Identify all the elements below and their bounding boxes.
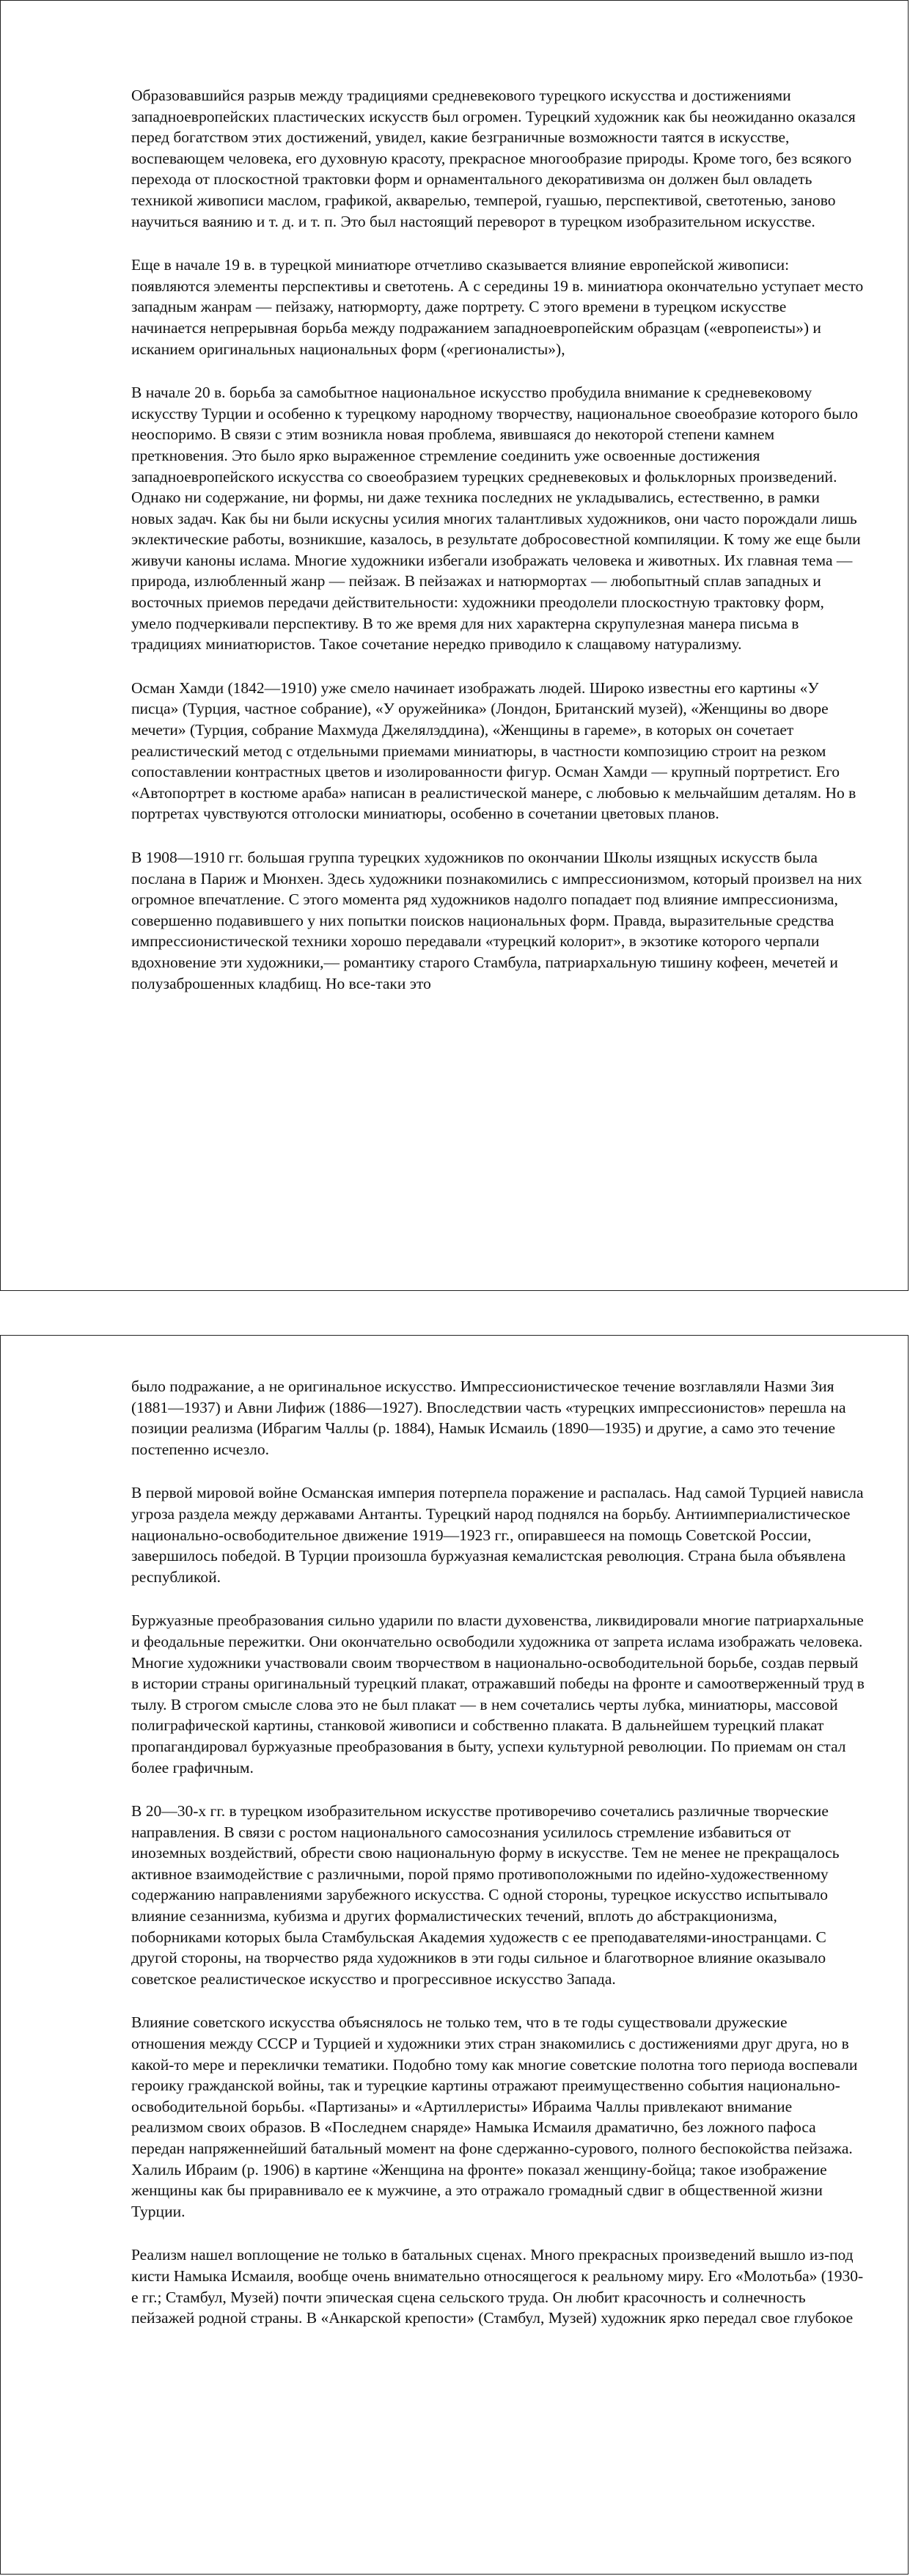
paragraph-4: Осман Хамди (1842—1910) уже смело начинает изображать людей. Широко известны его картины «У писца» (Турция, частное собрание), «У оружейника» (Лондон, Британский музей), «Женщины во дворе мечети» (Турция, собрание Махмуда Джелялэддина), «Женщины в гареме», в которых он сочетает реалистический метод с отдельными приемами миниатюры, в частности композицию строит на резком сопоставлении контрастных цветов и изолированности фигур. Осман Хамди — крупный портретист. Его «Автопортрет в костюме араба» написан в реалистической манере, с любовью к мельчайшим деталям. Но в портретах чувствуются отголоски миниатюры, особенно в сочетании цветовых планов.	[131, 678, 856, 823]
paragraph-5: В 1908—1910 гг. большая группа турецких художников по окончании Школы изящных искусств была послана в Париж и Мюнхен. Здесь художники познакомились с импрессионизмом, который произвел на них огромное впечатление. С этого момента ряд художников надолго попадает под влияние импрессионизма, совершенно подавившего у них попытки поисков национальных форм. Правда, выразительные средства импрессионистической техники хорошо передавали «турецкий колорит», в экзотике которого черпали вдохновение эти художники,— романтику старого Стамбула, патриархальную тишину кофеен, мечетей и полузаброшенных кладбищ. Но все-таки это	[131, 849, 862, 992]
paragraph-6: было подражание, а не оригинальное искусство. Импрессионистическое течение возглавляли Назми Зия (1881—1937) и Авни Лифиж (1886—1927). Впоследствии часть «турецких импрессионистов» перешла на позиции реализма (Ибрагим Чаллы (р. 1884), Намык Исмаиль (1890—1935) и другие, а само это течение постепенно исчезло.	[131, 1377, 846, 1458]
paragraph-3: В начале 20 в. борьба за самобытное национальное искусство пробудила внимание к средневековому искусству Турции и особенно к турецкому народному творчеству, национальное своеобразие которого было неоспоримо. В связи с этим возникла новая проблема, явившаяся до некоторой степени камнем преткновения. Это было ярко выраженное стремление соединить уже освоенные достижения западноевропейского искусства со своеобразием турецких средневековых и фольклорных произведений. Однако ни содержание, ни формы, ни даже техника последних не укладывались, естественно, в рамки новых задач. Как бы ни были искусны усилия многих талантливых художников, они часто порождали лишь эклектические работы, возникшие, казалось, в результате добросовестной компиляции. К тому же еще были живучи каноны ислама. Многие художники избегали изображать человека и животных. Их главная тема — природа, излюбленный жанр — пейзаж. В пейзажах и натюрмортах — любопытный сплав западных и восточных приемов передачи действительности: художники преодолели плоскостную трактовку форм, умело подчеркивали перспективу. В то же время для них характерна скрупулезная манера письма в традициях миниатюристов. Такое сочетание нередко приводило к слащавому натурализму.	[131, 384, 861, 654]
paragraph-2: Еще в начале 19 в. в турецкой миниатюре отчетливо сказывается влияние европейской живописи: появляются элементы перспективы и светотень. А с середины 19 в. миниатюра окончательно уступает место западным жанрам — пейзажу, натюрморту, даже портрету. С этого времени в турецком искусстве начинается непрерывная борьба между подражанием западноевропейским образцам («европеисты») и исканием оригинальных национальных форм («регионалисты»),	[131, 256, 864, 358]
page-2-text-body	[131, 1376, 865, 2352]
page-1-text-body	[131, 85, 865, 1017]
paragraph-10: Влияние советского искусства объяснялось не только тем, что в те годы существовали дружеские отношения между СССР и Турцией и художники этих стран знакомились с достижениями друг друга, но в какой-то мере и переклички тематики. Подобно тому как многие советские полотна того периода воспевали героику гражданской войны, так и турецкие картины отражают преимущественно события национально-освободительной борьбы. «Партизаны» и «Артиллеристы» Ибраима Чаллы привлекают внимание реализмом своих образов. В «Последнем снаряде» Намыка Исмаиля драматично, без ложного пафоса передан напряженнейший батальный момент на фоне сдержанно-сурового, полного беспокойства пейзажа. Халиль Ибраим (р. 1906) в картине «Женщина на фронте» показал женщину-бойца; такое изображение женщины как бы приравнивало ее к мужчине, а это отражало громадный сдвиг в общественной жизни Турции.	[131, 2013, 858, 2220]
page-gap	[0, 1291, 910, 1335]
paragraph-9: В 20—30-х гг. в турецком изобразительном искусстве противоречиво сочетались различные творческие направления. В связи с ростом национального самосознания усилилось стремление избавиться от иноземных воздействий, обрести свою национальную форму в искусстве. Тем не менее не прекращалось активное взаимодействие с различными, порой прямо противоположными по идейно-художественному содержанию направлениями зарубежного искусства. С одной стороны, турецкое искусство испытывало влияние сезаннизма, кубизма и других формалистических течений, вплоть до абстракционизма, поборниками которых была Стамбульская Академия художеств с ее преподавателями-иностранцами. С другой стороны, на творчество ряда художников в эти годы сильное и благотворное влияние оказывало советское реалистическое искусство и прогрессивное искусство Запада.	[131, 1802, 840, 1988]
paragraph-7: В первой мировой войне Османская империя потерпела поражение и распалась. Над самой Турцией нависла угроза раздела между державами Антанты. Турецкий народ поднялся на борьбу. Антиимпериалистическое национально-освободительное движение 1919—1923 гг., опиравшееся на помощь Советской России, завершилось победой. В Турции произошла буржуазная кемалистская революция. Страна была объявлена республикой.	[131, 1484, 864, 1586]
paragraph-11: Реализм нашел воплощение не только в батальных сценах. Много прекрасных произведений вышло из-под кисти Намыка Исмаиля, вообще очень внимательно относящегося к реальному миру. Его «Молотьба» (1930-е гг.; Стамбул, Музей) почти эпическая сцена сельского труда. Он любит красочность и солнечность пейзажей родной страны. В «Анкарской крепости» (Стамбул, Музей) художник ярко передал свое глубокое	[131, 2246, 864, 2327]
document-page-2	[0, 1335, 909, 2575]
paragraph-1: Образовавшийся разрыв между традициями средневекового турецкого искусства и достижениями западноевропейских пластических искусств был огромен. Турецкий художник как бы неожиданно оказался перед богатством этих достижений, увидел, какие безграничные возможности таятся в искусстве, воспевающем человека, его духовную красоту, прекрасное многообразие природы. Кроме того, без всякого перехода от плоскостной трактовки форм и орнаментального декоративизма он должен был овладеть техникой живописи маслом, графикой, акварелью, темперой, гуашью, перспективой, светотенью, заново научиться ваянию и т. д. и т. п. Это был настоящий переворот в турецком изобразительном искусстве.	[131, 87, 856, 230]
paragraph-8: Буржуазные преобразования сильно ударили по власти духовенства, ликвидировали многие патриархальные и феодальные пережитки. Они окончательно освободили художника от запрета ислама изображать человека. Многие художники участвовали своим творчеством в национально-освободительной борьбе, создав первый в истории страны оригинальный турецкий плакат, отражавший победы на фронте и самоотверженный труд в тылу. В строгом смысле слова это не был плакат — в нем сочетались черты лубка, миниатюры, массовой полиграфической картины, станковой живописи и собственно плаката. В дальнейшем турецкий плакат пропагандировал буржуазные преобразования в быту, успехи культурной революции. По приемам он стал более графичным.	[131, 1611, 865, 1777]
